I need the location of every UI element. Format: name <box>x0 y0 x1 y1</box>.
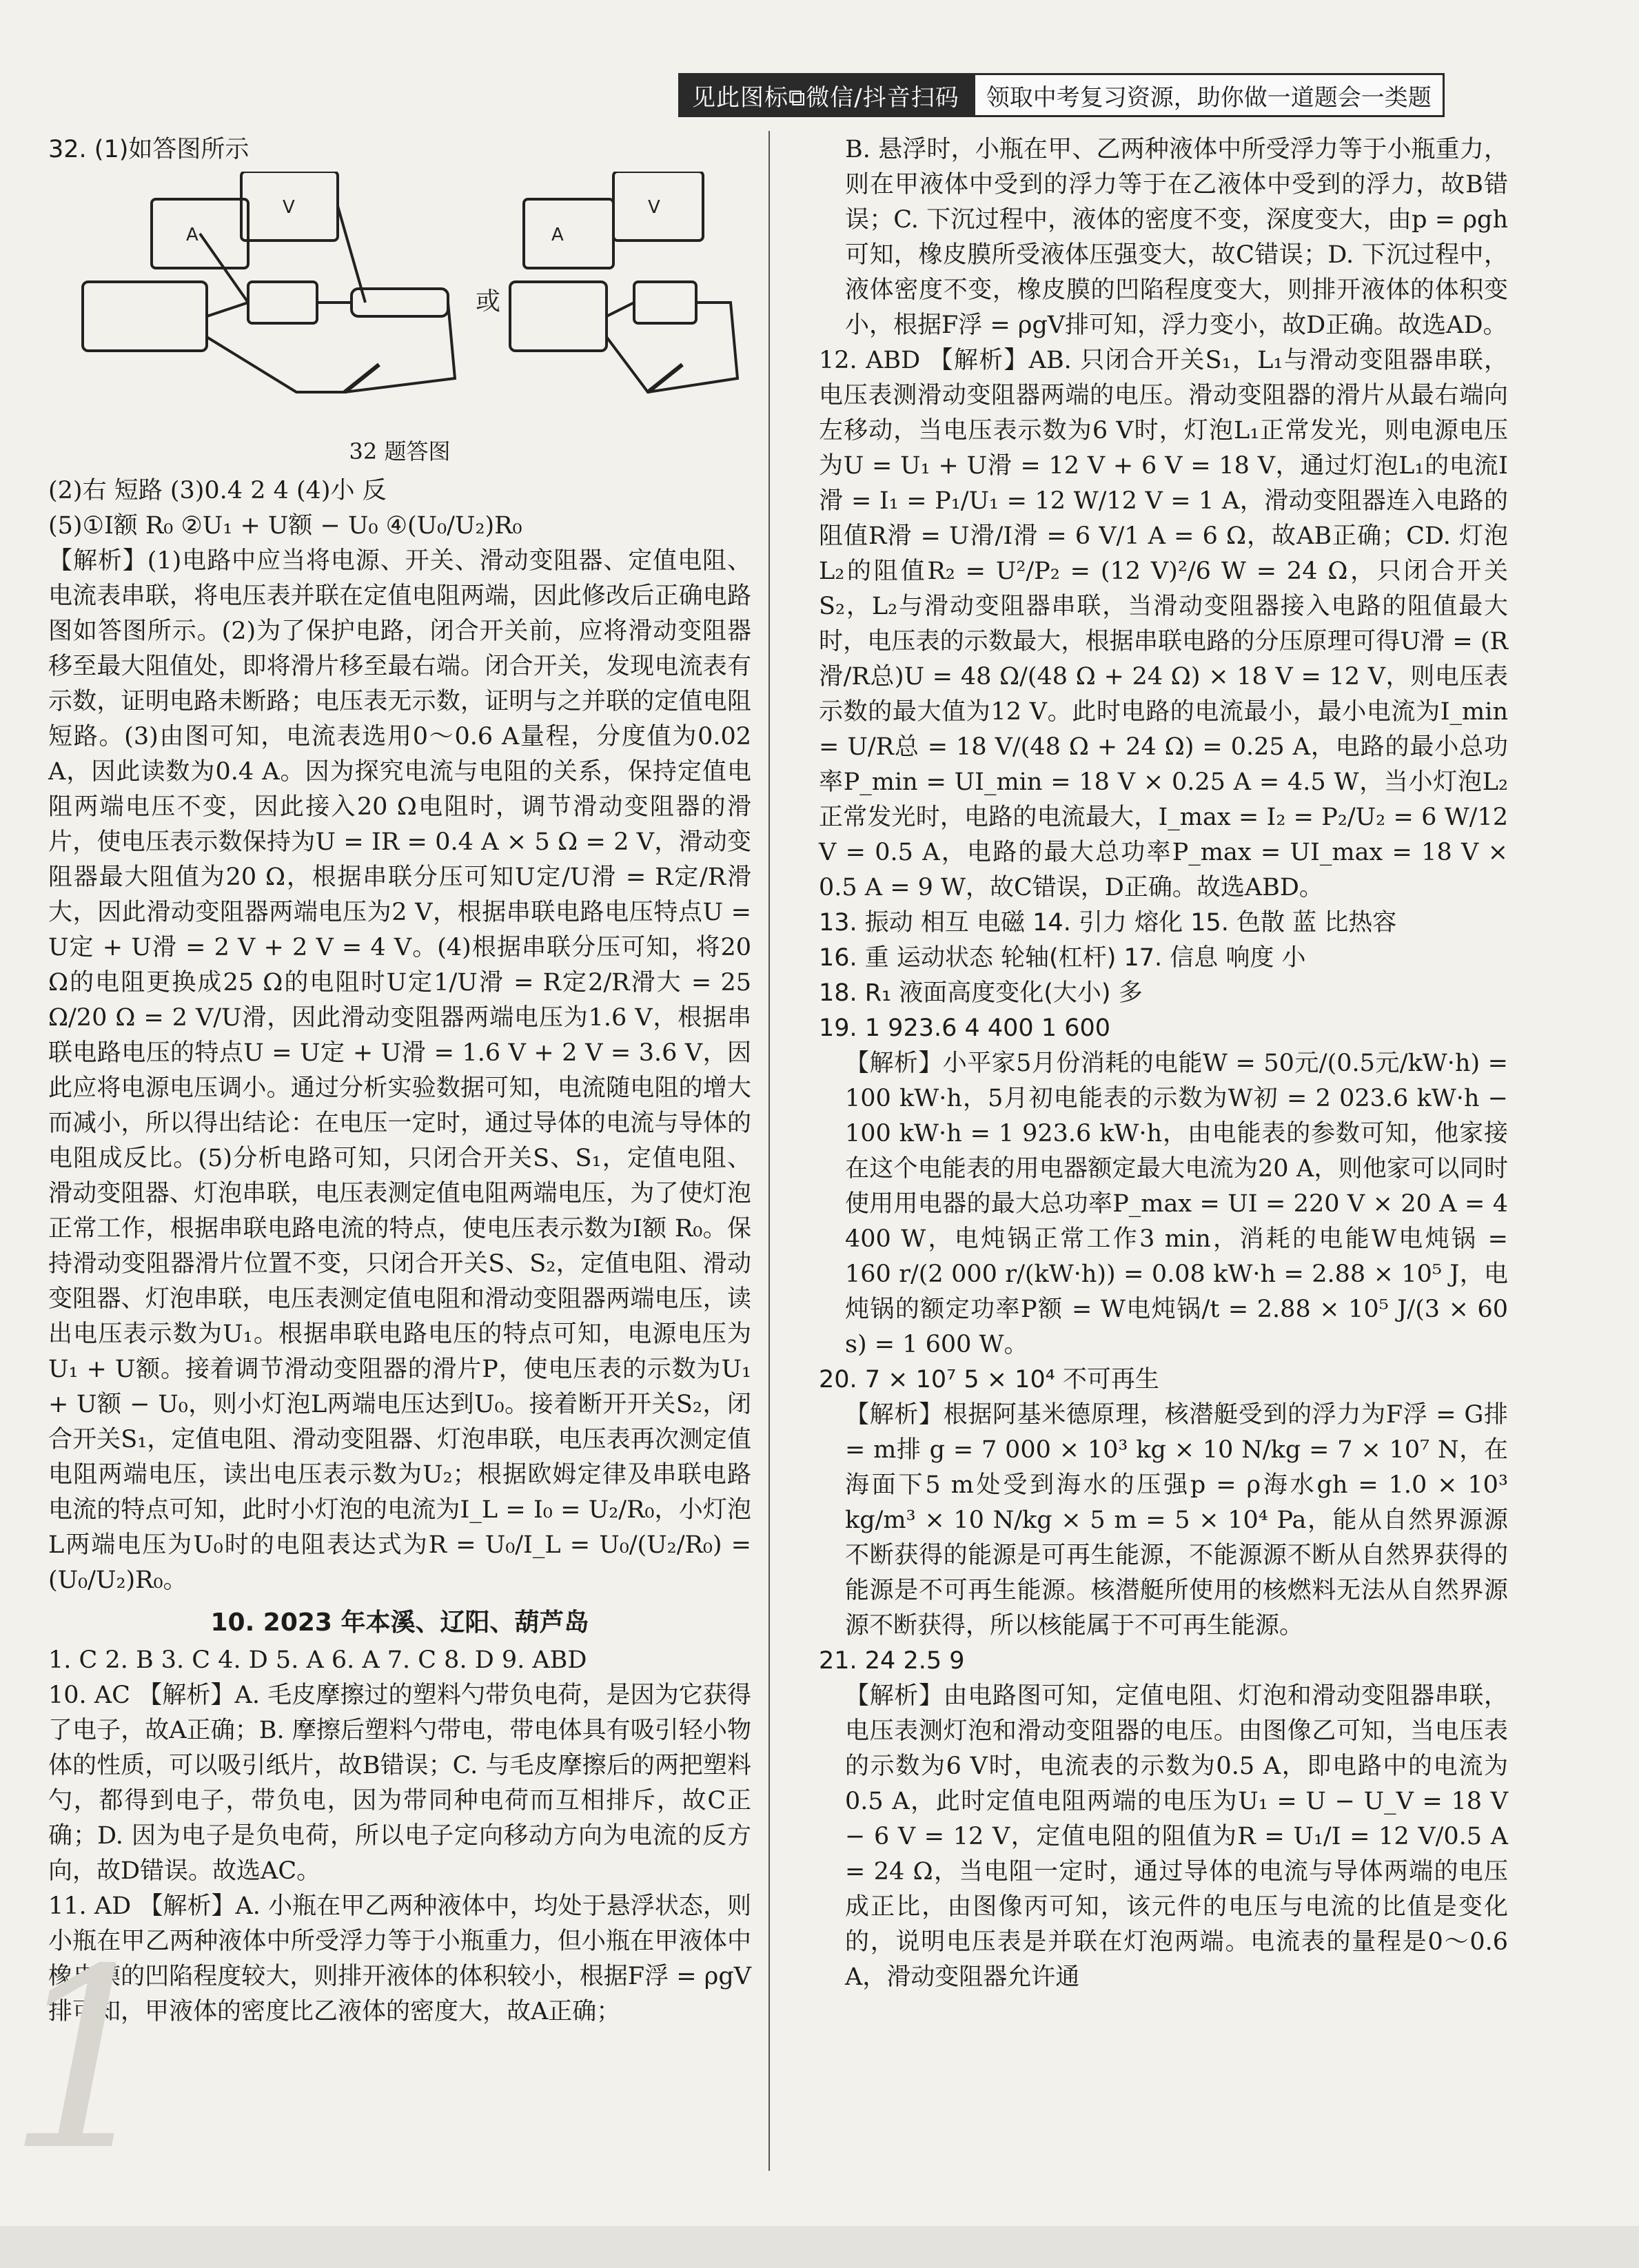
resistor-2 <box>634 282 696 323</box>
battery-2 <box>510 282 607 351</box>
q10-answer: 10. AC 【解析】A. 毛皮摩擦过的塑料勺带负电荷，是因为它获得了电子，故A正确；B. 摩擦后塑料勺带电，带电体具有吸引轻小物体的性质，可以吸引纸片，故B错误；C. 与毛皮摩擦后的两把塑料勺，都得到电子，带负电，因为带同种电荷而互相排斥，故C正确；D. 因为电子是负电荷，所以电子定向移动方向为电流的反方向，故D错误。故选AC。 <box>48 1682 751 1885</box>
q11-answer: 11. AD 【解析】A. 小瓶在甲乙两种液体中，均处于悬浮状态，则小瓶在甲乙两种液体中所受浮力等于小瓶重力，但小瓶在甲液体中橡皮膜的凹陷程度较大，则排开液体的体积较小，根据F浮 = ρgV排可知，甲液体的密度比乙液体的密度大，故A正确； <box>48 1892 751 2025</box>
q32-answer-5: (5)①I额 R₀ ②U₁ + U额 − U₀ ④(U₀/U₂)R₀ <box>48 512 522 540</box>
section-title: 10. 2023 年本溪、辽阳、葫芦岛 <box>210 1608 589 1637</box>
top-banner <box>678 69 1489 121</box>
left-column <box>48 132 751 2030</box>
q21-answer: 21. 24 2.5 9 <box>819 1647 965 1675</box>
q32-analysis: 【解析】(1)电路中应当将电源、开关、滑动变阻器、定值电阻、电流表串联，将电压表并联在定值电阻两端，因此修改后正确电路图如答图所示。(2)为了保护电路，闭合开关前，应将滑动变阻器移至最大阻值处，即将滑片移至最右端。闭合开关，发现电流表有示数，证明电路未断路；电压表无示数，证明与之并联的定值电阻短路。(3)由图可知，电流表选用0～0.6 A量程，分度值为0.02 A，因此读数为0.4 A。因为探究电流与电阻的关系，保持定值电阻两端电压不变，因此接入20 Ω电阻时，调节滑动变阻器的滑片，使电压表示数保持为U = IR = 0.4 A × 5 Ω = 2 V，滑动变阻器最大阻值为20 Ω，根据串联分压可知U定/U滑 = R定/R滑大，因此滑动变阻器两端电压为2 V，根据串联电路电压特点U = U定 + U滑 = 2 V + 2 V = 4 V。(4)根据串联分压可知，将20 Ω的电阻更换成25 Ω的电阻时U定1/U滑 = R定2/R滑大 = 25 Ω/20 Ω = 2 V/U滑，因此滑动变阻器两端电压为1.6 V，根据串联电路电压的特点U = U定 + U滑 = 1.6 V + 2 V = 3.6 V，因此应将电源电压调小。通过分析实验数据可知，电流随电阻的增大而减小，所以得出结论：在电压一定时，通过导体的电流与导体的电阻成反比。(5)分析电路可知，只闭合开关S、S₁，定值电阻、滑动变阻器、灯泡串联，电压表测定值电阻两端电压，为了使灯泡正常工作，根据串联电路电流的特点，使电压表示数为I额 R₀。保持滑动变阻器滑片位置不变，只闭合开关S、S₂，定值电阻、滑动变阻器、灯泡串联，电压表测定值电阻和滑动变阻器两端电压，读出电压表示数为U₁。根据串联电路电压的特点可知，电源电压为U₁ + U额。接着调节滑动变阻器的滑片P，使电压表的示数为U₁ + U额 − U₀，则小灯泡L两端电压达到U₀。接着断开开关S₂，闭合开关S₁，定值电阻、滑动变阻器、灯泡串联，电压表再次测定值电阻两端电压，读出电压表示数为U₂；根据欧姆定律及串联电路电流的特点可知，此时小灯泡的电流为I_L = I₀ = U₂/R₀，小灯泡L两端电压为U₀时的电阻表达式为R = U₀/I_L = U₀/(U₂/R₀) = (U₀/U₂)R₀。 <box>48 547 751 1594</box>
figure-caption: 32 题答图 <box>349 438 451 464</box>
q32-answer-2-4: (2)右 短路 (3)0.4 2 4 (4)小 反 <box>48 477 387 504</box>
wires-1b <box>200 206 365 303</box>
q11-continued: B. 悬浮时，小瓶在甲、乙两种液体中所受浮力等于小瓶重力，则在甲液体中受到的浮力等于在乙液体中受到的浮力，故B错误；C. 下沉过程中，液体的密度不变，深度变大，由p = ρgh可知，橡皮膜所受液体压强变大，故C错误；D. 下沉过程中，液体密度不变，橡皮膜的凹陷程度变大，则排开液体的体积变小，根据F浮 = ρgV排可知，浮力变小，故D正确。故选AD。 <box>845 136 1508 339</box>
q12-answer: 12. ABD 【解析】AB. 只闭合开关S₁，L₁与滑动变阻器串联，电压表测滑动变阻器两端的电压。滑动变阻器的滑片从最右端向左移动，当电压表示数为6 V时，灯泡L₁正常发光，则电源电压为U = U₁ + U滑 = 12 V + 6 V = 18 V，通过灯泡L₁的电流I滑 = I₁ = P₁/U₁ = 12 W/12 V = 1 A，滑动变阻器连入电路的阻值R滑 = U滑/I滑 = 6 V/1 A = 6 Ω，故AB正确；CD. 灯泡L₂的阻值R₂ = U²/P₂ = (12 V)²/6 W = 24 Ω，只闭合开关S₂，L₂与滑动变阻器串联，当滑动变阻器接入电路的阻值最大时，电压表的示数最大，根据串联电路的分压原理可得U滑 = (R滑/R总)U = 48 Ω/(48 Ω + 24 Ω) × 18 V = 12 V，则电压表示数的最大值为12 V。此时电路的电流最小，最小电流为I_min = U/R总 = 18 V/(48 Ω + 24 Ω) = 0.25 A，电路的最小总功率P_min = UI_min = 18 V × 0.25 A = 4.5 W，当小灯泡L₂正常发光时，电路的电流最大，I_max = I₂ = P₂/U₂ = 6 W/12 V = 0.5 A，电路的最大总功率P_max = UI_max = 18 V × 0.5 A = 9 W，故C错误，D正确。故选ABD。 <box>819 347 1508 901</box>
q20-answer: 20. 7 × 10⁷ 5 × 10⁴ 不可再生 <box>819 1366 1159 1393</box>
wires-2 <box>607 303 737 392</box>
battery-1 <box>83 282 207 351</box>
circuit-diagram-2 <box>510 172 737 392</box>
circuit-diagram-1 <box>83 172 455 392</box>
column-divider <box>768 131 770 2171</box>
right-column <box>819 132 1508 1995</box>
q18-answer: 18. R₁ 液面高度变化(大小) 多 <box>819 979 1143 1007</box>
q13-15-answers: 13. 振动 相互 电磁 14. 引力 熔化 15. 色散 蓝 比热容 <box>819 909 1397 937</box>
voltmeter-label-2: V <box>648 197 660 218</box>
ammeter-label-2: A <box>551 225 564 245</box>
circuit-answer-figure <box>69 172 758 427</box>
voltmeter-label-1: V <box>283 197 295 218</box>
q32-intro: 32. (1)如答图所示 <box>48 136 250 163</box>
or-text: 或 <box>476 287 501 316</box>
q19-answer: 19. 1 923.6 4 400 1 600 <box>819 1014 1111 1042</box>
rheostat-1 <box>352 289 448 316</box>
resistor-1 <box>248 282 317 323</box>
q16-17-answers: 16. 重 运动状态 轮轴(杠杆) 17. 信息 响度 小 <box>819 944 1306 972</box>
resource-promo-label: 领取中考复习资源，助你做一道题会一类题 <box>973 73 1445 117</box>
page-bottom-edge <box>0 2226 1639 2268</box>
mc-answers: 1. C 2. B 3. C 4. D 5. A 6. A 7. C 8. D 9. ABD <box>48 1646 587 1674</box>
scan-qr-label: 见此图标⧉微信/抖音扫码 <box>678 73 973 117</box>
ammeter-2 <box>524 199 613 268</box>
q20-analysis: 【解析】根据阿基米德原理，核潜艇受到的浮力为F浮 = G排 = m排 g = 7 000 × 10³ kg × 10 N/kg = 7 × 10⁷ N，在海面下5 m处受到海水的压强p = ρ海水gh = 1.0 × 10³ kg/m³ × 10 N/kg × 5 m = 5 × 10⁴ Pa，能从自然界源源不断获得的能源是可再生能源，不能源源不断从自然界获得的能源是不可再生能源。核潜艇所使用的核燃料无法从自然界源源不断获得，所以核能属于不可再生能源。 <box>845 1401 1508 1639</box>
ammeter-label-1: A <box>186 225 198 245</box>
q19-analysis: 【解析】小平家5月份消耗的电能W = 50元/(0.5元/kW·h) = 100 kW·h，5月初电能表的示数为W初 = 2 023.6 kW·h − 100 kW·h = 1 923.6 kW·h，由电能表的参数可知，他家接在这个电能表的用电器额定最大电流为20 A，则他家可以同时使用用电器的最大总功率P_max = UI = 220 V × 20 A = 4 400 W，电炖锅正常工作3 min，消耗的电能W电炖锅 = 160 r/(2 000 r/(kW·h)) = 0.08 kW·h = 2.88 × 10⁵ J，电炖锅的额定功率P额 = W电炖锅/t = 2.88 × 10⁵ J/(3 × 60 s) = 1 600 W。 <box>845 1050 1508 1358</box>
q21-analysis: 【解析】由电路图可知，定值电阻、灯泡和滑动变阻器串联，电压表测灯泡和滑动变阻器的电压。由图像乙可知，当电压表的示数为6 V时，电流表的示数为0.5 A，即电路中的电流为0.5 A，此时定值电阻两端的电压为U₁ = U − U_V = 18 V − 6 V = 12 V，定值电阻的阻值为R = U₁/I = 12 V/0.5 A = 24 Ω，当电阻一定时，通过导体的电流与导体两端的电压成正比，由图像丙可知，该元件的电压与电流的比值是变化的，说明电压表是并联在灯泡两端。电流表的量程是0～0.6 A，滑动变阻器允许通 <box>845 1682 1508 1991</box>
page-watermark: 1 <box>7 1916 165 2205</box>
